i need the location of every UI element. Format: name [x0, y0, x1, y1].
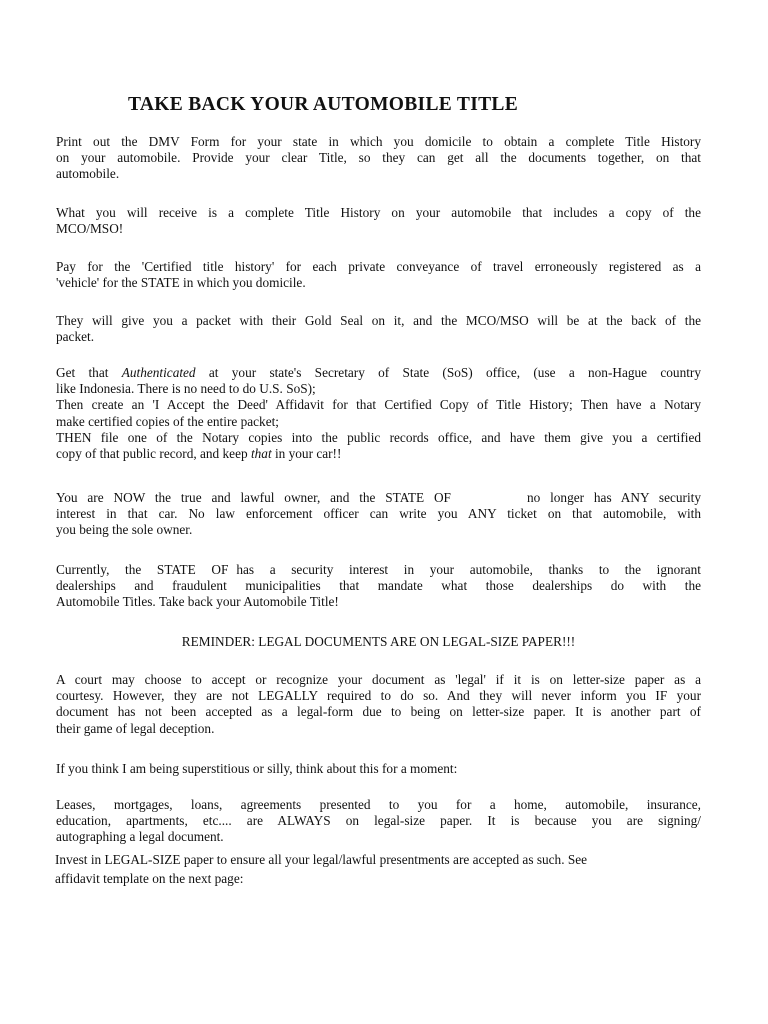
- paragraph-invest: [55, 852, 700, 887]
- text-line: Invest in LEGAL-SIZE paper to ensure all your legal/lawful presentments are accepted as such. See: [55, 852, 588, 867]
- paragraph-letter-size: [56, 672, 701, 737]
- text-line: education, apartments, etc.... are ALWAYS on legal-size paper. It is because you are signing/: [56, 813, 701, 829]
- text-line: autographing a legal document.: [56, 829, 224, 845]
- text-line: [56, 562, 701, 578]
- paragraph-security-interest: [56, 562, 701, 611]
- text-line: automobile.: [56, 166, 120, 182]
- paragraph-true-owner: [56, 490, 701, 539]
- text-line: their game of legal deception.: [56, 720, 215, 736]
- text-fragment: Currently, the STATE OF: [56, 562, 229, 577]
- emphasis-authenticated: Authenticated: [121, 365, 196, 380]
- text-line: document has not been accepted as a legal-form due to being on letter-size paper. It is another part of: [56, 704, 701, 720]
- text-line: you being the sole owner.: [56, 522, 193, 538]
- text-line: affidavit template on the next page:: [55, 871, 244, 887]
- text-fragment: You are NOW the true and lawful owner, and the STATE OF: [56, 490, 451, 505]
- text-line: interest in that car. No law enforcement officer can write you ANY ticket on that automobile, with: [56, 506, 701, 522]
- text-line: packet.: [56, 329, 95, 345]
- text-fragment: in your car!!: [271, 446, 342, 462]
- text-line: [56, 365, 701, 381]
- text-line: Pay for the 'Certified title history' for each private conveyance of travel erroneously registered as a: [56, 259, 701, 274]
- text-line: Print out the DMV Form for your state in which you domicile to obtain a complete Title History: [56, 134, 701, 149]
- text-fragment: Get that: [56, 365, 122, 380]
- text-line: 'vehicle' for the STATE in which you domicile.: [56, 275, 306, 291]
- document-title: TAKE BACK YOUR AUTOMOBILE TITLE: [128, 94, 518, 115]
- paragraph-title-history: [56, 205, 701, 237]
- text-fragment: at your state's Secretary of State (SoS) office, (use a non-Hague country: [195, 365, 701, 380]
- paragraph-certified-history: [56, 259, 701, 291]
- reminder-heading: [56, 634, 701, 650]
- paragraph-superstitious: [56, 761, 701, 777]
- text-line: courtesy. However, they are not LEGALLY required to do so. And they will never inform you IF your: [56, 688, 701, 704]
- text-line: [56, 446, 701, 462]
- text-line: dealerships and fraudulent municipalities that mandate what those dealerships do with the: [56, 578, 701, 594]
- text-line: What you will receive is a complete Title History on your automobile that includes a copy of the: [56, 205, 701, 220]
- text-line: on your automobile. Provide your clear Title, so they can get all the documents together, on that: [56, 150, 701, 166]
- paragraph-authenticate: [56, 365, 701, 462]
- text-line: Leases, mortgages, loans, agreements presented to you for a home, automobile, insurance,: [56, 797, 701, 812]
- text-line: like Indonesia. There is no need to do U.S. SoS);: [56, 381, 316, 397]
- emphasis-that: that: [250, 446, 272, 462]
- text-line: Then create an 'I Accept the Deed' Affidavit for that Certified Copy of Title History; Then have a Notary: [56, 397, 701, 413]
- reminder-text: REMINDER: LEGAL DOCUMENTS ARE ON LEGAL-SIZE PAPER!!!: [181, 634, 576, 649]
- text-fragment: copy of that public record, and keep: [56, 446, 251, 462]
- paragraph-gold-seal: [56, 313, 701, 345]
- text-line: THEN file one of the Notary copies into the public records office, and have them give you a certified: [56, 429, 701, 445]
- paragraph-legal-size-examples: [56, 797, 701, 846]
- text-line: [56, 490, 701, 506]
- text-line: They will give you a packet with their Gold Seal on it, and the MCO/MSO will be at the back of the: [56, 313, 701, 328]
- text-line: make certified copies of the entire packet;: [56, 413, 279, 429]
- text-fragment: no longer has ANY security: [526, 490, 701, 505]
- text-line: If you think I am being superstitious or silly, think about this for a moment:: [56, 761, 458, 776]
- paragraph-dmv-form: [56, 134, 701, 183]
- text-fragment: has a security interest in your automobile, thanks to the ignorant: [236, 562, 701, 577]
- text-line: Automobile Titles. Take back your Automobile Title!: [56, 594, 339, 610]
- text-line: A court may choose to accept or recognize your document as 'legal' if it is on letter-size paper as a: [56, 672, 701, 687]
- text-line: MCO/MSO!: [56, 221, 124, 237]
